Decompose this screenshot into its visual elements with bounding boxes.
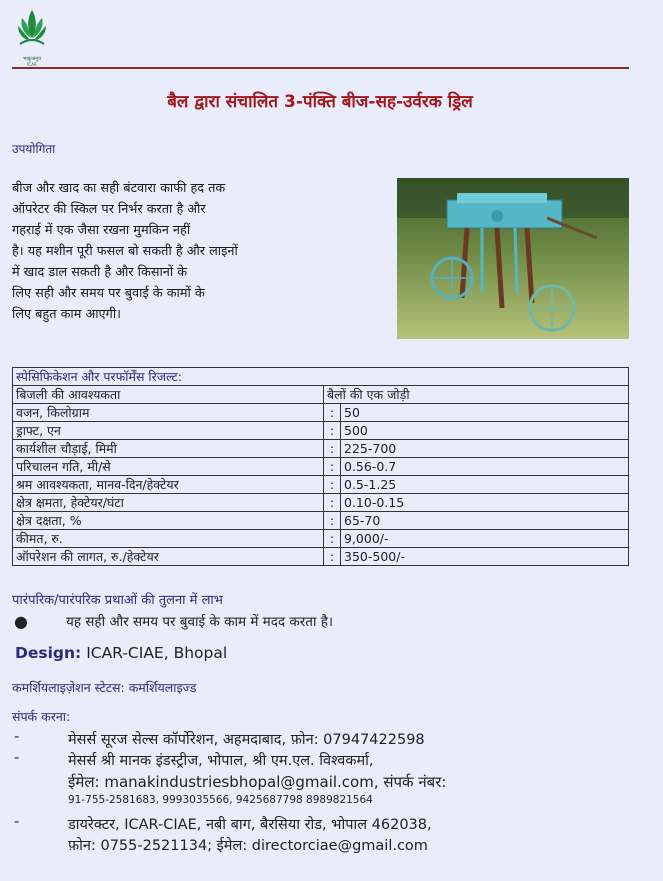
spec-label: क्षेत्र दक्षता, % [13, 512, 324, 530]
bullet-icon: ● [14, 612, 28, 631]
contact-text: फ़ोन: 0755-2521134; ईमेल: directorciae@gmail.com [68, 838, 428, 854]
dash-bullet: - [14, 814, 20, 830]
utility-line: ऑपरेटर की स्किल पर निर्भर करता है और [12, 202, 206, 217]
seed-drill-photo [397, 178, 629, 339]
spec-label: ऑपरेशन की लागत, रु./हेक्टेयर [13, 548, 324, 566]
spec-colon: : [324, 548, 341, 566]
utility-line: है। यह मशीन पूरी फसल बो सकती है और लाइनों [12, 244, 238, 259]
utility-line: में खाद डाल सकती है और किसानों के [12, 265, 188, 280]
contact-text: डायरेक्टर, ICAR-CIAE, नबी बाग, बैरसिया रोड, भोपाल 462038, [68, 817, 432, 833]
spec-colon: : [324, 476, 341, 494]
utility-text [12, 178, 330, 325]
spec-value: 350-500/- [341, 548, 629, 566]
spec-colon: : [324, 458, 341, 476]
dash-bullet: - [14, 750, 20, 766]
spec-label: क्षेत्र क्षमता, हेक्टेयर/घंटा [13, 494, 324, 512]
spec-colon: : [324, 494, 341, 512]
spec-value: 50 [341, 404, 629, 422]
header-rule [12, 67, 629, 69]
table-row [13, 512, 629, 530]
page-title: बैल द्वारा संचालित 3-पंक्ति बीज-सह-उर्वरक ड्रिल [167, 92, 473, 112]
spec-value: 0.10-0.15 [341, 494, 629, 512]
utility-line: बीज और खाद का सही बंटवारा काफी हद तक [12, 181, 226, 196]
table-row [13, 404, 629, 422]
contact-text: मेसर्स श्री मानक इंडस्ट्रीज, भोपाल, श्री एम.एल. विश्वकर्मा, [68, 753, 374, 769]
spec-label: कीमत, रु. [13, 530, 324, 548]
spec-label: परिचालन गति, मी/से [13, 458, 324, 476]
utility-line: गहराई में एक जैसा रखना मुमकिन नहीं [12, 223, 191, 238]
spec-value: 0.5-1.25 [341, 476, 629, 494]
spec-table [12, 367, 629, 566]
spec-label: बिजली की आवश्यकता [13, 386, 324, 404]
spec-label: श्रम आवश्यकता, मानव-दिन/हेक्टेयर [13, 476, 324, 494]
contact-heading: संपर्क करना: [12, 709, 71, 724]
utility-line: लिए सही और समय पर बुवाई के कामों के [12, 286, 205, 301]
dash-bullet: - [14, 729, 20, 745]
spec-value: 65-70 [341, 512, 629, 530]
contact-phone-numbers: 91-755-2581683, 9993035566, 9425687798 8989821564 [68, 794, 373, 806]
table-row [13, 458, 629, 476]
spec-colon: : [324, 512, 341, 530]
spec-colon: : [324, 440, 341, 458]
table-row [13, 422, 629, 440]
logo-text: भाकृअनुप [22, 56, 42, 62]
spec-value: 9,000/- [341, 530, 629, 548]
table-row [13, 440, 629, 458]
design-label: Design: [15, 644, 82, 662]
table-row [13, 530, 629, 548]
design-value: ICAR-CIAE, Bhopal [86, 644, 228, 662]
benefit-text: यह सही और समय पर बुवाई के काम में मदद करता है। [66, 614, 334, 630]
spec-table-header-row [13, 368, 629, 386]
spec-value: बैलों की एक जोड़ी [324, 386, 629, 404]
spec-colon: : [324, 530, 341, 548]
icar-logo [14, 8, 50, 67]
spec-value: 500 [341, 422, 629, 440]
spec-value: 0.56-0.7 [341, 458, 629, 476]
spec-label: वजन, किलोग्राम [13, 404, 324, 422]
commercialization-status: कमर्शियलाइज़ेशन स्टेटस: कमर्शियलाइज्ड [12, 680, 197, 695]
logo-subtext: ICAR [27, 62, 37, 67]
spec-heading: स्पेसिफिकेशन और परफॉर्मेंस रिजल्ट: [13, 368, 629, 386]
benefits-heading: पारंपरिक/पारंपरिक प्रथाओं की तुलना में लाभ [12, 593, 223, 608]
table-row [13, 494, 629, 512]
table-row [13, 476, 629, 494]
spec-label: कार्यशील चौड़ाई, मिमी [13, 440, 324, 458]
design-line [15, 644, 227, 662]
table-row [13, 386, 629, 404]
spec-label: ड्राफ्ट, एन [13, 422, 324, 440]
table-row [13, 548, 629, 566]
spec-colon: : [324, 422, 341, 440]
spec-colon: : [324, 404, 341, 422]
contact-text: मेसर्स सूरज सेल्स कॉर्पोरेशन, अहमदाबाद, फ़ोन: 07947422598 [68, 732, 425, 748]
spec-value: 225-700 [341, 440, 629, 458]
contact-email-line: ईमेल: manakindustriesbhopal@gmail.com, संपर्क नंबर: [68, 773, 447, 791]
utility-heading: उपयोगिता [12, 142, 56, 156]
utility-line: लिए बहुत काम आएगी। [12, 307, 121, 322]
